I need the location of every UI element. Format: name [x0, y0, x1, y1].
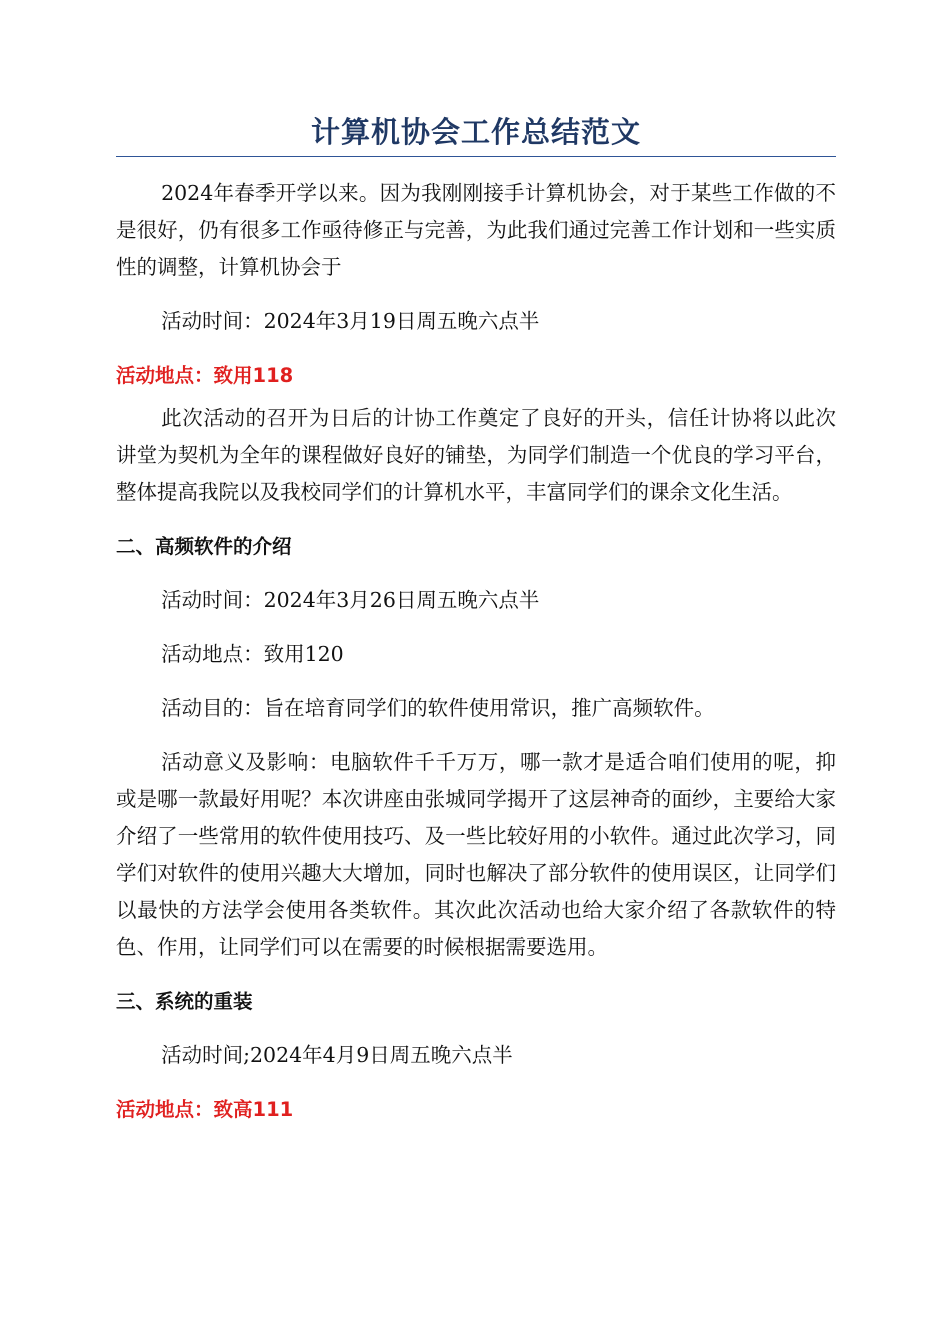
section3-heading: 三、系统的重装 — [116, 990, 253, 1013]
document-page — [116, 112, 836, 1128]
section1-time: 活动时间：2024年3月19日周五晚六点半 — [161, 309, 540, 333]
document-title: 计算机协会工作总结范文 — [310, 115, 641, 149]
section1-place: 活动地点：致用118 — [116, 364, 294, 387]
section2-heading: 二、高频软件的介绍 — [116, 535, 292, 558]
section2-time: 活动时间：2024年3月26日周五晚六点半 — [161, 588, 540, 612]
section2-place: 活动地点：致用120 — [161, 642, 344, 666]
title-underline — [116, 156, 836, 157]
intro-paragraph: 2024年春季开学以来。因为我刚刚接手计算机协会，对于某些工作做的不是很好，仍有很多工作亟待修正与完善，为此我们通过完善工作计划和一些实质性的调整，计算机协会于 — [116, 181, 836, 279]
section2-significance: 活动意义及影响：电脑软件千千万万，哪一款才是适合咱们使用的呢，抑或是哪一款最好用呢？本次讲座由张城同学揭开了这层神奇的面纱，主要给大家介绍了一些常用的软件使用技巧、及一些比较好用的小软件。通过此次学习，同学们对软件的使用兴趣大大增加，同时也解决了部分软件的使用误区，让同学们以最快的方法学会使用各类软件。其次此次活动也给大家介绍了各款软件的特色、作用，让同学们可以在需要的时候根据需要选用。 — [116, 750, 836, 959]
section3-time: 活动时间;2024年4月9日周五晚六点半 — [161, 1043, 513, 1067]
section3-place: 活动地点：致高111 — [116, 1098, 294, 1121]
section2-purpose: 活动目的：旨在培育同学们的软件使用常识，推广高频软件。 — [161, 696, 715, 720]
section1-body: 此次活动的召开为日后的计协工作奠定了良好的开头，信任计协将以此次讲堂为契机为全年的课程做好良好的铺垫，为同学们制造一个优良的学习平台，整体提高我院以及我校同学们的计算机水平，丰富同学们的课余文化生活。 — [116, 406, 836, 504]
